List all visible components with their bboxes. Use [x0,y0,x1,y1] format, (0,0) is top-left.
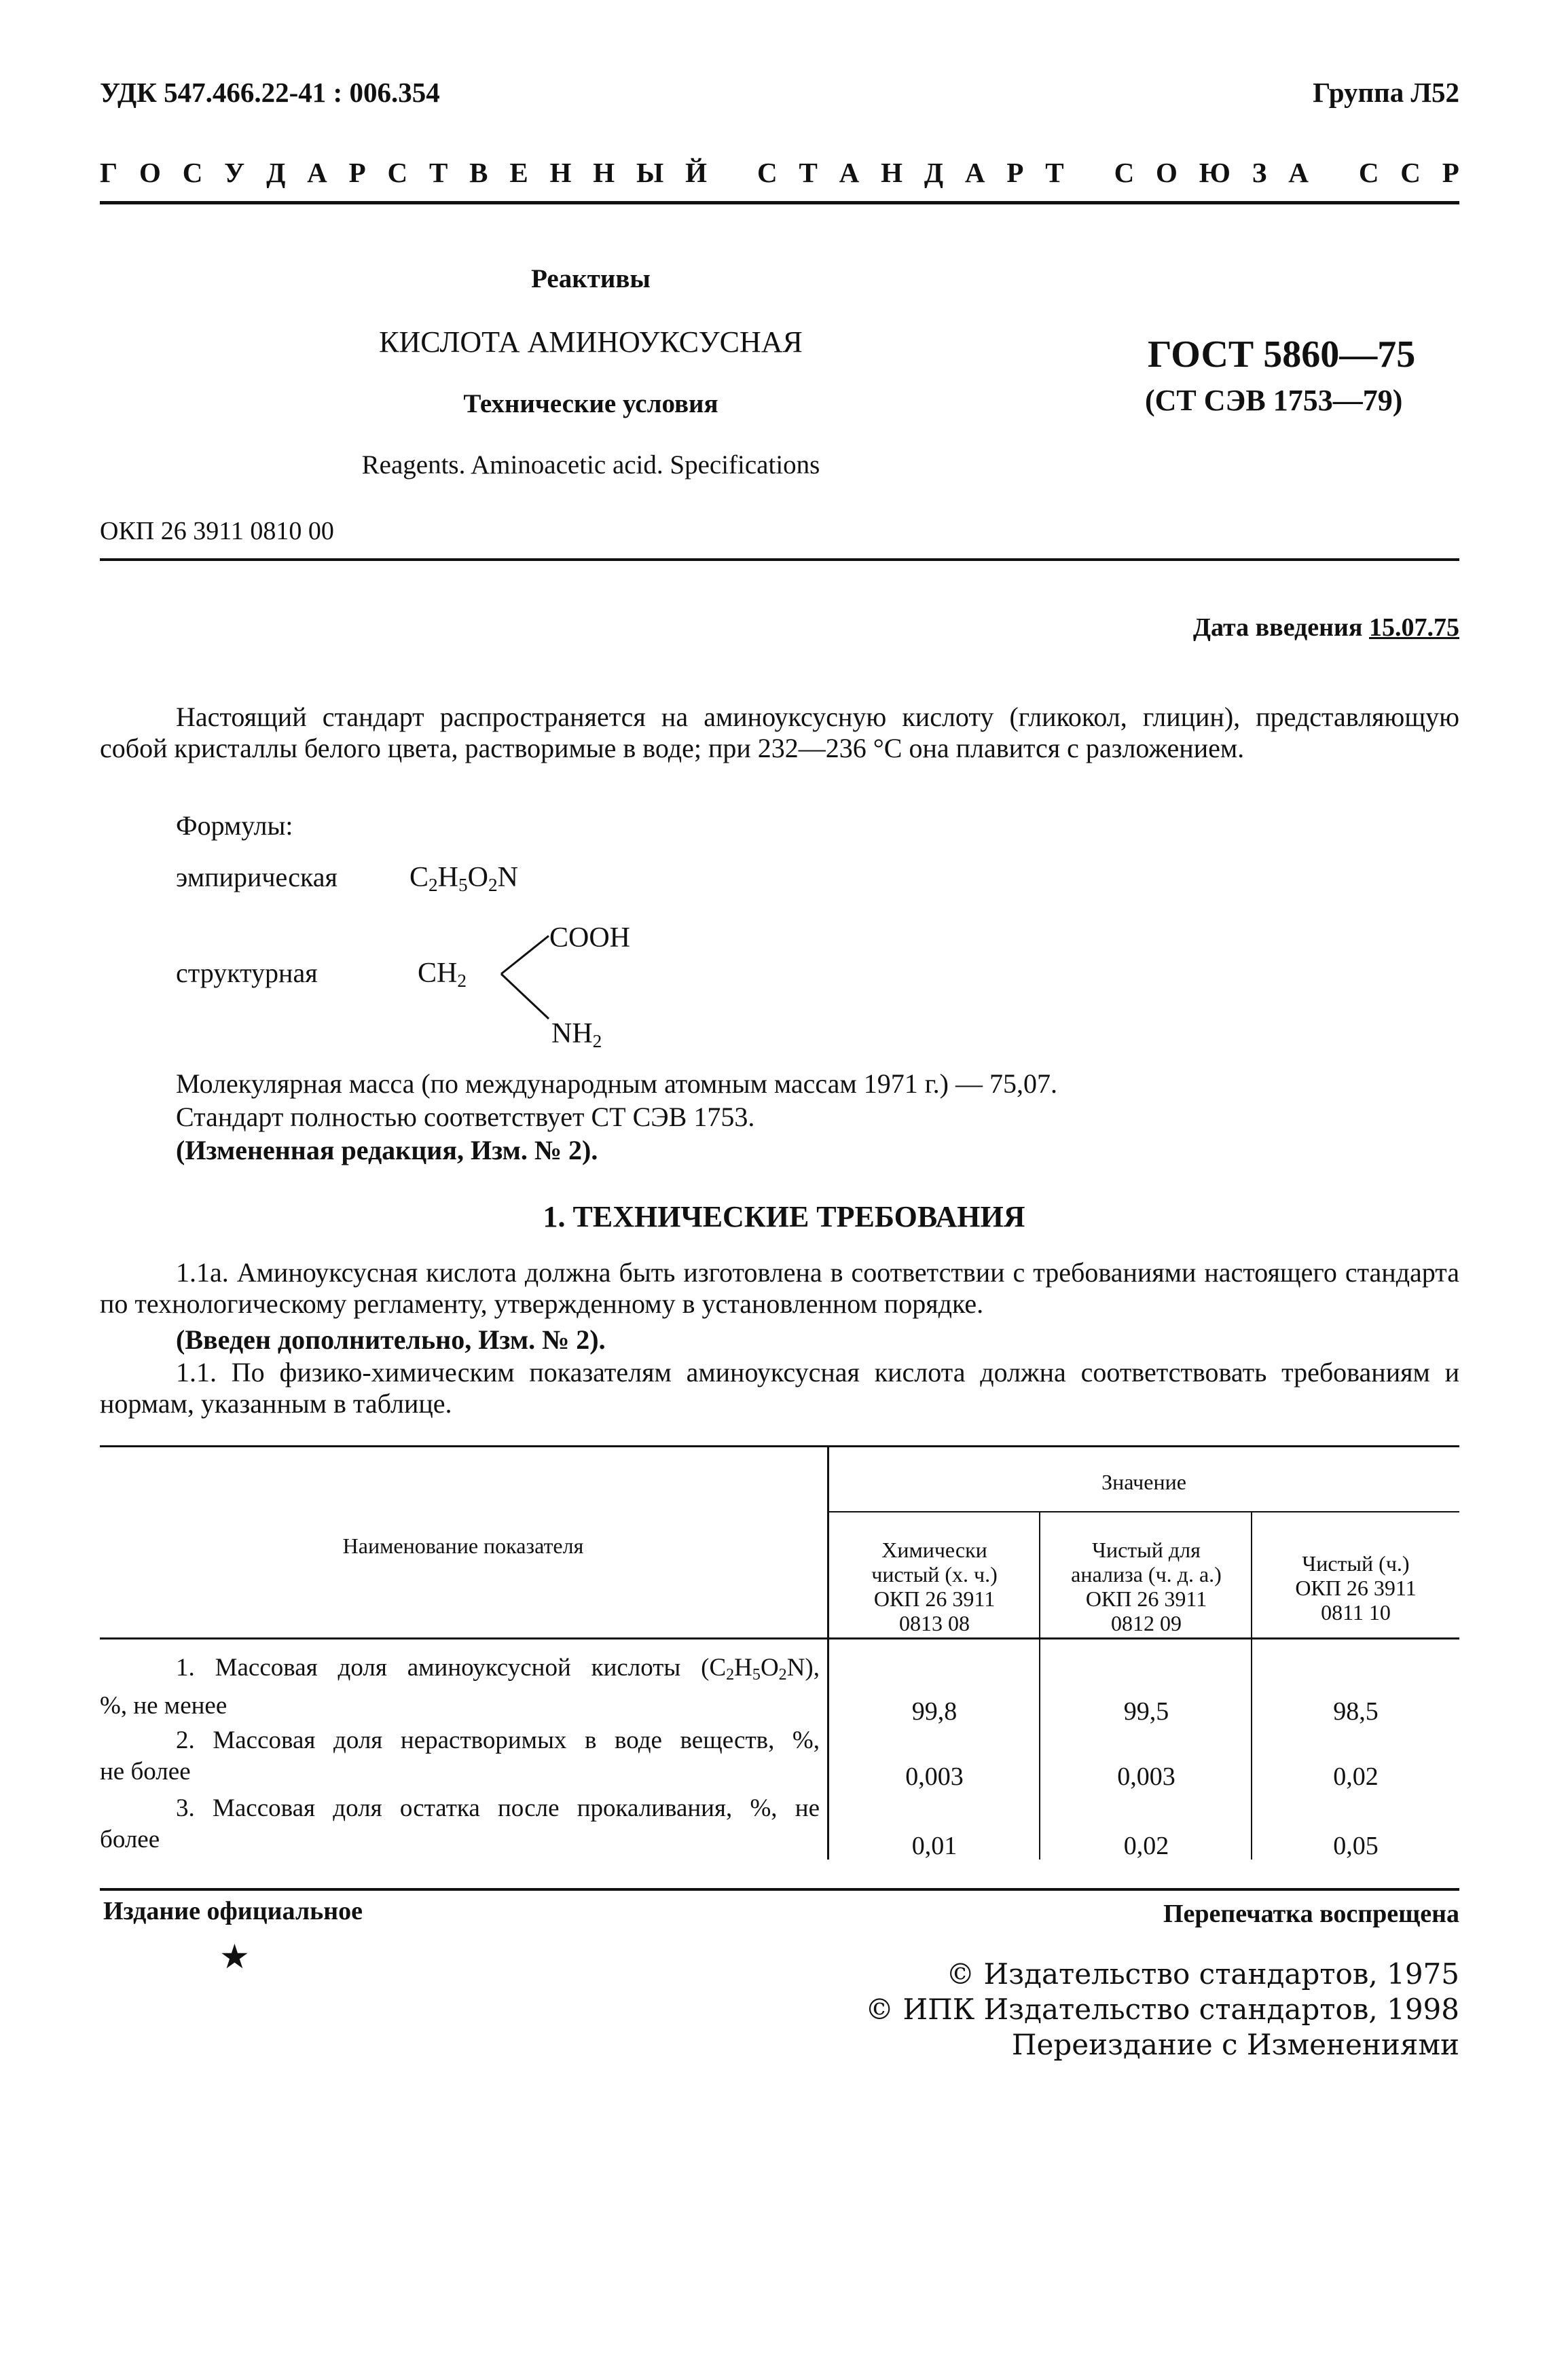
state-standard-letter: Р [1006,157,1024,188]
table-row-1-value-2: 99,5 [1123,1697,1169,1726]
state-standard-letter: С [387,157,408,188]
table-row-name-1: 1. Массовая доля аминоуксусной кислоты $(C_2H_5O_2N)$, %, не менее [100,1654,820,1720]
udk-code: УДК 547.466.22-41 : 006.354 [100,77,440,108]
state-standard-letter: С [1400,157,1421,188]
title-acid-name: КИСЛОТА АМИНОУКСУСНАЯ [379,325,803,359]
table-vline-name [827,1445,829,1860]
state-standard-letter: О [139,157,161,188]
copyright-1975: © Издательство стандартов, 1975 [946,1957,1459,1991]
title-reagents: Реактивы [531,264,651,293]
state-standard-letter: С [757,157,778,188]
state-standard-letter: Д [924,157,944,188]
structural-nh2: $NH_2$ [551,1018,602,1051]
section-title: 1. ТЕХНИЧЕСКИЕ ТРЕБОВАНИЯ [543,1200,1025,1233]
clause-1-1a: 1.1а. Аминоуксусная кислота должна быть изготовлена в соответствии с требованиями настоящего стандарта по технологическому регламенту, утвержденному в установленном порядке. [100,1257,1459,1319]
state-standard-letter: С [1114,157,1135,188]
introduction-date [1193,613,1459,642]
state-standard-letter: А [839,157,860,188]
group-code: Группа Л52 [1313,77,1459,108]
formulas-label: Формулы: [176,810,293,841]
empirical-label: эмпирическая [176,862,338,892]
table-header-col-1: Химически чистый (х. ч.) ОКП 26 3911 0813 08 [871,1538,998,1635]
state-standard-letter: Й [685,157,708,188]
empirical-formula: $C_2H_5O_2N$ [409,862,519,895]
state-standard-letter [729,156,735,189]
state-standard-letter: У [224,157,245,188]
structural-cooh: COOH [549,922,631,954]
state-standard-letter [1330,156,1337,189]
table-row-2-value-2: 0,003 [1117,1762,1175,1791]
state-standard-letter: Ы [636,157,664,188]
state-standard-letter: В [469,157,488,188]
state-standard-letter: Д [266,157,286,188]
state-standard-letter: Р [1442,157,1459,188]
table-header-rule [100,1637,1459,1639]
table-row-2-value-1: 0,003 [905,1762,964,1791]
standard-correspondence: Стандарт полностью соответствует СТ СЭВ 1753. [176,1102,755,1132]
intro-paragraph: Настоящий стандарт распространяется на аминоуксусную кислоту (гликокол, глицин), представляющую собой кристаллы белого цвета, растворимые в воде; при 232—236 °С она плавится с разложением. [100,702,1459,763]
table-row-name-3: 3. Массовая доля остатка после прокаливания, %, не более [100,1794,820,1853]
edit-note: (Измененная редакция, Изм. № 2). [176,1135,598,1165]
structural-ch2: $CH_2$ [418,958,467,991]
st-sev-number: (СТ СЭВ 1753—79) [1145,384,1403,417]
header-rule [100,201,1459,204]
intro-date-value: 15.07.75 [1369,613,1459,642]
table-row-3-value-2: 0,02 [1123,1832,1169,1860]
state-standard-letter: Т [799,157,818,188]
gost-number: ГОСТ 5860—75 [1148,333,1416,376]
state-standard-letter: Т [1045,157,1064,188]
reprint-prohibited: Перепечатка воспрещена [1163,1900,1459,1928]
state-standard-letter: О [1156,157,1178,188]
copyright-1998: © ИПК Издательство стандартов, 1998 [865,1993,1459,2026]
table-top-rule [100,1445,1459,1447]
state-standard-letter: Р [348,157,366,188]
structural-bonds [496,930,550,1039]
state-standard-letter [1085,156,1092,189]
state-standard-letter: Г [100,157,118,188]
added-note: (Введен дополнительно, Изм. № 2). [176,1324,606,1355]
state-standard-letter: С [182,157,203,188]
table-value-rule [828,1511,1459,1512]
state-standard-letter: А [964,157,985,188]
title-tech-conditions: Технические условия [463,389,718,418]
state-standard-letter: З [1252,157,1267,188]
table-row-name-2: 2. Массовая доля нерастворимых в воде веществ, %, не более [100,1726,820,1786]
state-standard-letter: Н [549,157,572,188]
table-row-3-value-3: 0,05 [1333,1832,1379,1860]
state-standard-letter: Н [593,157,615,188]
state-standard-letter: Н [881,157,903,188]
okp-code: ОКП 26 3911 0810 00 [100,517,334,545]
state-standard-letter: С [1358,157,1379,188]
table-row-2-value-3: 0,02 [1333,1762,1379,1791]
table-header-value: Значение [1101,1470,1186,1494]
official-edition: Издание официальное [103,1897,363,1925]
state-standard-letter: А [307,157,327,188]
intro-date-label: Дата введения [1192,613,1363,642]
structural-label: структурная [176,958,318,988]
state-standard-heading [100,156,1459,189]
table-row-3-value-1: 0,01 [911,1832,958,1860]
molecular-mass: Молекулярная масса (по международным атомным массам 1971 г.) — 75,07. [176,1068,1057,1099]
title-rule [100,558,1459,561]
table-header-col-3: Чистый (ч.) ОКП 26 3911 0811 10 [1295,1551,1417,1625]
star-icon: ★ [219,1938,250,1976]
state-standard-letter: Е [509,157,528,188]
table-header-col-2: Чистый для анализа (ч. д. а.) ОКП 26 3911 0812 09 [1071,1538,1222,1635]
table-bottom-rule [100,1888,1459,1891]
state-standard-letter: Т [429,157,448,188]
state-standard-letter: А [1288,157,1309,188]
title-english: Reagents. Aminoacetic acid. Specifications [361,450,820,479]
reissue-note: Переиздание с Изменениями [1011,2028,1459,2061]
table-row-1-value-1: 99,8 [911,1697,958,1726]
table-row-1-value-3: 98,5 [1333,1697,1379,1726]
table-header-name: Наименование показателя [342,1534,584,1558]
clause-1-1: 1.1. По физико-химическим показателям аминоуксусная кислота должна соответствовать требованиям и нормам, указанным в таблице. [100,1357,1459,1419]
state-standard-letter: Ю [1199,157,1230,188]
